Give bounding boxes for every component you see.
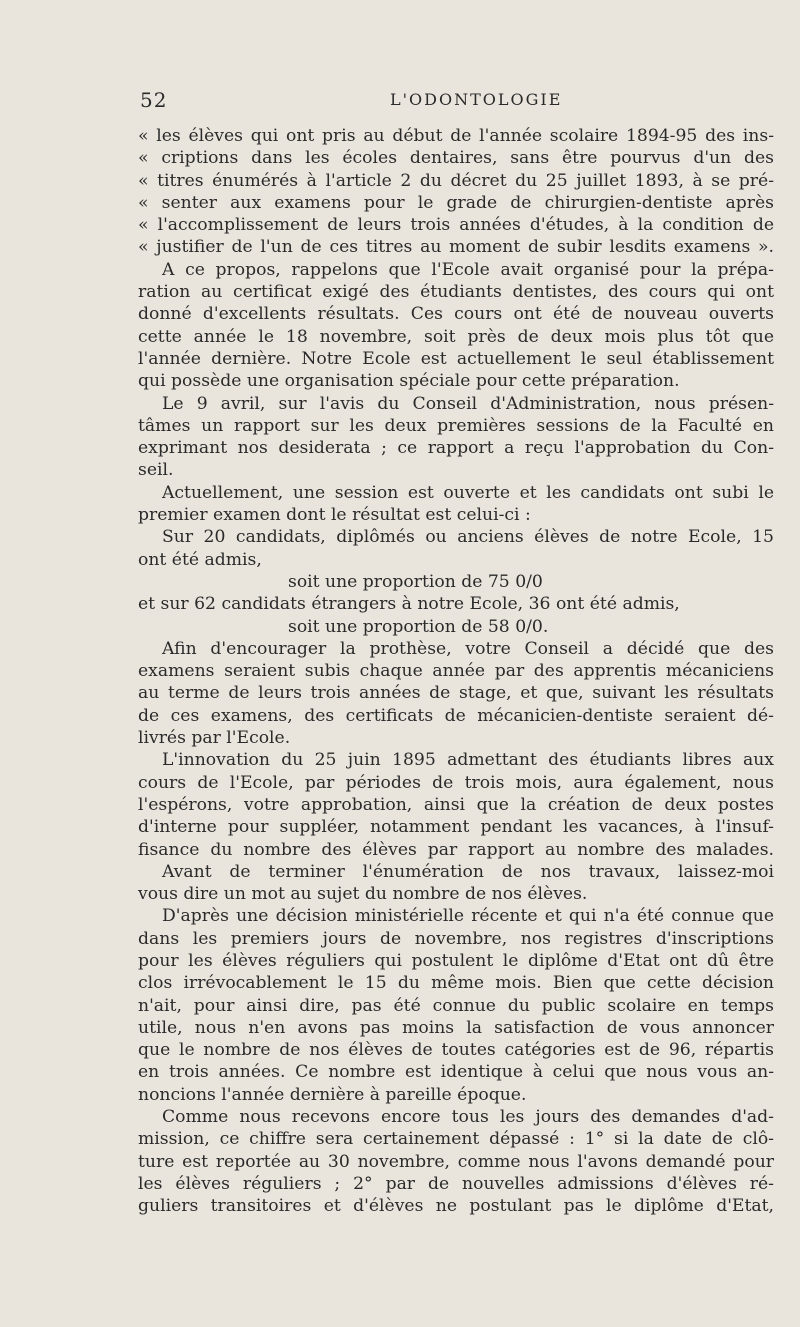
body-text <box>138 125 774 1218</box>
text-line: donné d'excellents résultats. Ces cours ont été de nouveau ouverts <box>138 304 774 325</box>
text-line: au terme de leurs trois années de stage, et que, suivant les résultats <box>138 683 774 704</box>
text-line: utile, nous n'en avons pas moins la satisfaction de vous annoncer <box>138 1017 774 1038</box>
text-line: « criptions dans les écoles dentaires, sans être pourvus d'un des <box>138 148 774 169</box>
text-line: « l'accomplissement de leurs trois années d'études, à la condition de <box>138 215 774 236</box>
text-line: mission, ce chiffre sera certainement dépassé : 1° si la date de clô- <box>138 1129 774 1150</box>
text-line: « les élèves qui ont pris au début de l'année scolaire 1894-95 des ins- <box>138 126 774 146</box>
text-line: tâmes un rapport sur les deux premières sessions de la Faculté en <box>138 415 774 436</box>
text-line: ture est reportée au 30 novembre, comme nous l'avons demandé pour <box>138 1151 774 1172</box>
page-header <box>140 88 772 118</box>
text-line: et sur 62 candidats étrangers à notre Ecole, 36 ont été admis, <box>138 594 680 615</box>
running-title: L'ODONTOLOGIE <box>390 90 563 109</box>
text-line: Comme nous recevons encore tous les jours des demandes d'ad- <box>162 1107 774 1128</box>
text-line: soit une proportion de 75 0/0 <box>288 571 543 592</box>
text-line: Avant de terminer l'énumération de nos travaux, laissez-moi <box>162 861 774 882</box>
text-line: que le nombre de nos élèves de toutes catégories est de 96, répartis <box>138 1040 774 1061</box>
text-line: « titres énumérés à l'article 2 du décret du 25 juillet 1893, à se pré- <box>138 170 774 191</box>
text-line: cette année le 18 novembre, soit près de deux mois plus tôt que <box>138 326 774 347</box>
text-line: dans les premiers jours de novembre, nos registres d'inscriptions <box>138 928 774 949</box>
text-line: Afin d'encourager la prothèse, votre Conseil a décidé que des <box>162 638 774 659</box>
text-line: cours de l'Ecole, par périodes de trois mois, aura également, nous <box>138 772 774 793</box>
text-line: les élèves réguliers ; 2° par de nouvelles admissions d'élèves ré- <box>138 1173 774 1194</box>
text-line: ont été admis, <box>138 549 262 570</box>
text-line: L'innovation du 25 juin 1895 admettant des étudiants libres aux <box>162 750 774 771</box>
text-line: guliers transitoires et d'élèves ne postulant pas le diplôme d'Etat, <box>138 1196 774 1217</box>
text-line: « justifier de l'un de ces titres au moment de subir lesdits examens ». <box>138 237 774 258</box>
text-line: exprimant nos desiderata ; ce rapport a reçu l'approbation du Con- <box>138 438 774 459</box>
text-line: en trois années. Ce nombre est identique à celui que nous vous an- <box>138 1062 774 1083</box>
text-line: fisance du nombre des élèves par rapport au nombre des malades. <box>138 839 774 860</box>
text-line: Le 9 avril, sur l'avis du Conseil d'Administration, nous présen- <box>162 393 774 414</box>
text-line: livrés par l'Ecole. <box>138 728 291 749</box>
text-line: clos irrévocablement le 15 du même mois. Bien que cette décision <box>138 973 774 994</box>
text-line: de ces examens, des certificats de mécanicien-dentiste seraient dé- <box>138 705 774 726</box>
text-line: pour les élèves réguliers qui postulent le diplôme d'Etat ont dû être <box>138 950 774 971</box>
text-line: D'après une décision ministérielle récente et qui n'a été connue que <box>162 906 774 927</box>
text-line: vous dire un mot au sujet du nombre de nos élèves. <box>138 884 588 905</box>
text-line: Sur 20 candidats, diplômés ou anciens élèves de notre Ecole, 15 <box>162 527 774 548</box>
text-line: d'interne pour suppléer, notamment pendant les vacances, à l'insuf- <box>138 817 774 838</box>
page-number: 52 <box>140 88 168 112</box>
text-line: noncions l'année dernière à pareille époque. <box>138 1084 527 1105</box>
text-line: A ce propos, rappelons que l'Ecole avait organisé pour la prépa- <box>162 259 774 280</box>
text-line: l'espérons, votre approbation, ainsi que la création de deux postes <box>138 794 774 815</box>
text-line: « senter aux examens pour le grade de chirurgien-dentiste après <box>138 192 774 213</box>
text-line: l'année dernière. Notre Ecole est actuellement le seul établissement <box>138 348 774 369</box>
text-line: examens seraient subis chaque année par des apprentis mécaniciens <box>138 661 774 682</box>
text-line: n'ait, pour ainsi dire, pas été connue du public scolaire en temps <box>138 995 774 1016</box>
text-line: soit une proportion de 58 0/0. <box>288 616 549 637</box>
text-line: Actuellement, une session est ouverte et les candidats ont subi le <box>162 482 774 503</box>
text-line: ration au certificat exigé des étudiants dentistes, des cours qui ont <box>138 282 774 303</box>
text-line: seil. <box>138 460 174 481</box>
text-line: qui possède une organisation spéciale pour cette préparation. <box>138 371 680 392</box>
text-line: premier examen dont le résultat est celui-ci : <box>138 505 531 526</box>
